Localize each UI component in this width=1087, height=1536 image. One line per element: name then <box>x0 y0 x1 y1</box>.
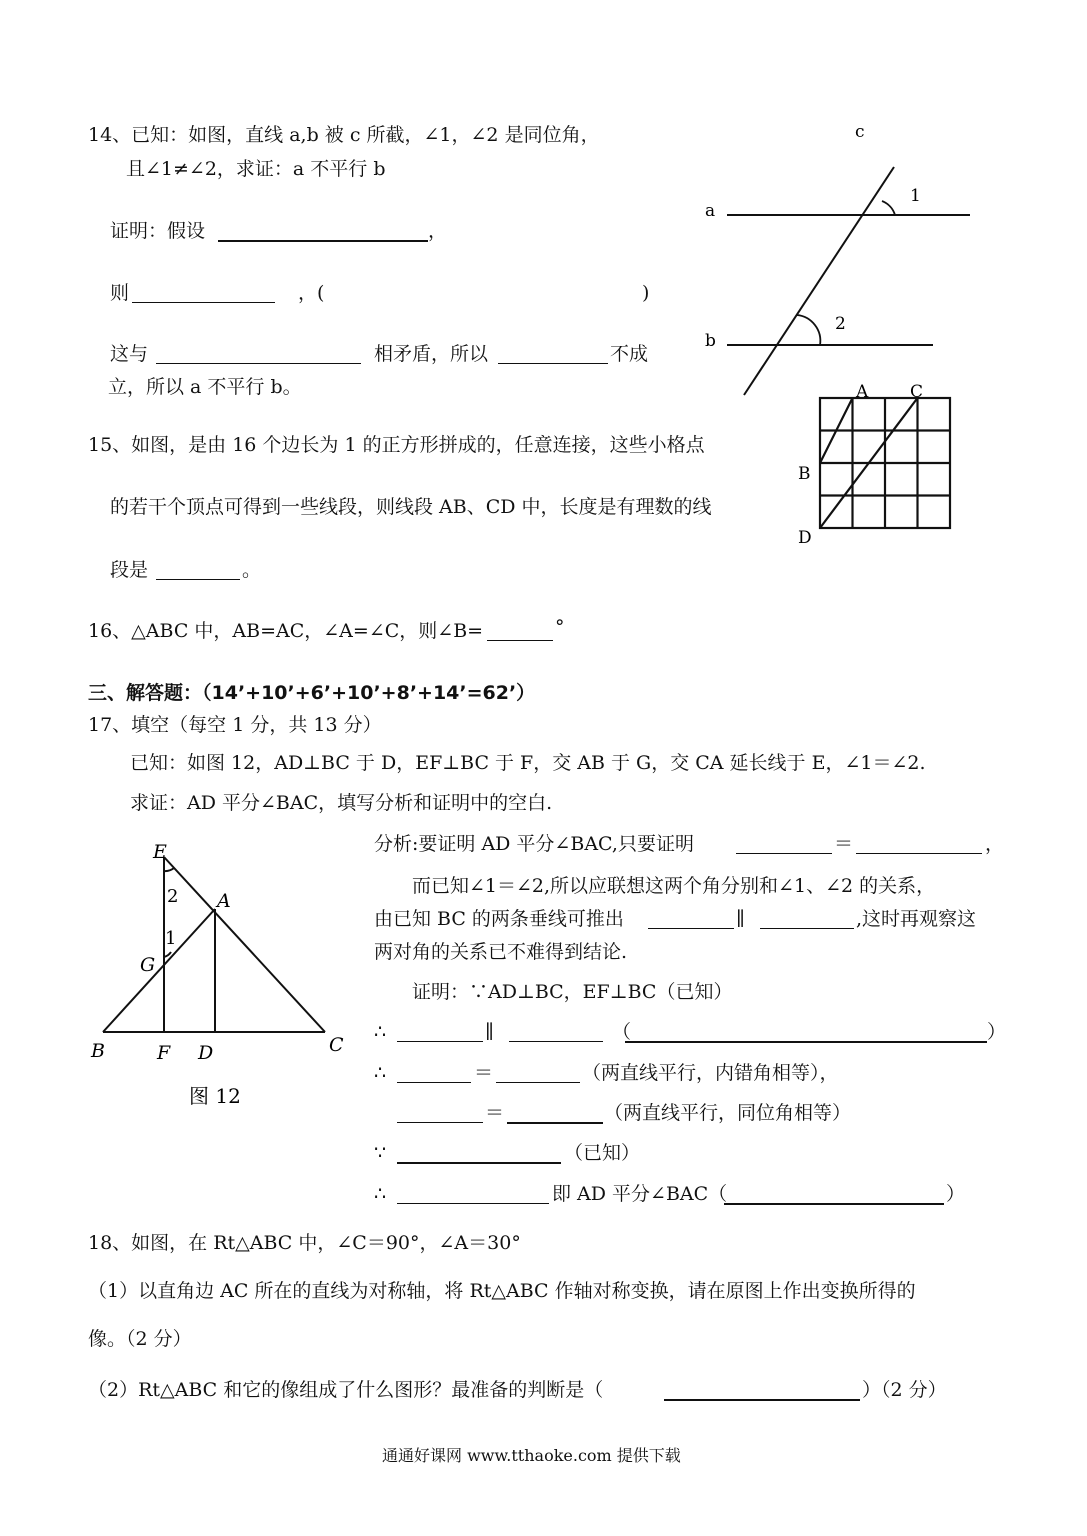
q15-line3-prefix: 段是 <box>110 559 149 581</box>
label-angle1: 1 <box>910 186 921 206</box>
q14-comma: ， <box>428 220 448 242</box>
q14-then-prefix: 则 <box>110 282 130 304</box>
q17-blank-analysis-4[interactable] <box>760 928 854 929</box>
q17-analysis3-parallel: ∥ <box>736 908 745 930</box>
q17-proof-eq-1: ＝ <box>474 1062 494 1084</box>
q14-line1: 14、已知：如图，直线 a,b 被 c 所截，∠1，∠2 是同位角， <box>88 124 600 146</box>
q17-title: 17、填空（每空 1 分，共 13 分） <box>88 714 382 736</box>
q17-therefore-3: ∴ <box>374 1183 387 1205</box>
q18-part1-line1: （1）以直角边 AC 所在的直线为对称轴，将 Rt△ABC 作轴对称变换，请在原图上作出变换所得的 <box>88 1280 916 1302</box>
q17-analysis-prefix: 分析:要证明 AD 平分∠BAC,只要证明 <box>374 833 694 855</box>
segment-BA <box>103 909 215 1032</box>
q17-therefore-1: ∴ <box>374 1021 387 1043</box>
label-E: E <box>153 841 167 863</box>
q14-contradict-mid: 相矛盾，所以 <box>374 343 489 365</box>
q17-proof-parallel: ∥ <box>485 1021 494 1043</box>
figure-caption: 图 12 <box>189 1084 241 1108</box>
q14-blank-assume[interactable] <box>218 240 428 242</box>
q17-blank-proof-1[interactable] <box>397 1041 483 1042</box>
q14-contradict-prefix: 这与 <box>110 343 149 365</box>
q14-line2: 且∠1≠∠2，求证：a 不平行 b <box>126 158 386 180</box>
q17-blank-proof-6[interactable] <box>507 1122 603 1124</box>
q15-grid-figure <box>790 375 970 555</box>
q17-given: 已知：如图 12，AD⊥BC 于 D，EF⊥BC 于 F，交 AB 于 G，交 CA 延长线于 E，∠1＝∠2. <box>130 752 926 774</box>
q17-reason-corr: （两直线平行，同位角相等） <box>604 1102 852 1124</box>
label-B: B <box>91 1040 105 1062</box>
q17-final-mid: 即 AD 平分∠BAC（ <box>552 1183 728 1205</box>
label-D: D <box>198 1042 214 1064</box>
label-G: G <box>140 954 156 976</box>
q17-proof-eq-2: ＝ <box>485 1102 505 1124</box>
q18-line1: 18、如图，在 Rt△ABC 中，∠C＝90°，∠A＝30° <box>88 1232 521 1254</box>
q17-analysis3-suffix: ,这时再观察这 <box>856 908 977 930</box>
line-c <box>744 167 894 395</box>
q14-paren-open: ，( <box>298 282 325 304</box>
q17-blank-analysis-1[interactable] <box>736 853 832 854</box>
q18-part2-suffix: ）（2 分） <box>862 1379 947 1401</box>
label-A: A <box>856 382 869 402</box>
label-B: B <box>798 464 811 484</box>
q16-blank[interactable] <box>487 640 553 641</box>
q15-line1: 15、如图，是由 16 个边长为 1 的正方形拼成的，任意连接，这些小格点 <box>88 434 705 456</box>
q17-because: ∵ <box>374 1142 387 1164</box>
label-angle2: 2 <box>167 886 179 907</box>
q17-blank-analysis-2[interactable] <box>856 853 982 854</box>
label-A: A <box>217 890 231 912</box>
q17-triangle-figure <box>85 835 355 1115</box>
label-angle2: 2 <box>835 314 846 334</box>
q17-blank-proof-8[interactable] <box>397 1203 549 1204</box>
segment-CE <box>164 857 325 1032</box>
q14-conclusion: 立，所以 a 不平行 b。 <box>108 376 302 398</box>
q14-blank-contradict[interactable] <box>156 363 361 364</box>
label-D: D <box>798 528 812 548</box>
angle2-arc <box>164 868 174 871</box>
q18-part1-line2: 像。（2 分） <box>88 1328 192 1350</box>
label-b: b <box>705 331 716 351</box>
q17-proof-close-paren: ） <box>987 1021 1007 1043</box>
q17-blank-proof-3[interactable] <box>397 1082 471 1083</box>
q17-analysis3-prefix: 由已知 BC 的两条垂线可推出 <box>374 908 624 930</box>
q14-blank-invalid[interactable] <box>498 363 608 364</box>
q17-blank-proof-reason-2[interactable] <box>724 1203 944 1205</box>
label-angle1: 1 <box>165 928 177 949</box>
q17-blank-analysis-3[interactable] <box>648 928 734 929</box>
q17-blank-proof-4[interactable] <box>496 1082 580 1083</box>
label-F: F <box>157 1042 171 1064</box>
q17-analysis4: 两对角的关系已不难得到结论. <box>374 941 628 963</box>
q18-blank[interactable] <box>664 1399 860 1401</box>
q17-analysis-eq: ＝ <box>834 833 854 855</box>
q17-analysis-comma: ， <box>985 833 1005 855</box>
q17-prove: 求证：AD 平分∠BAC，填写分析和证明中的空白. <box>130 792 553 814</box>
angle2-arc <box>797 315 820 345</box>
q17-reason-alt: （两直线平行，内错角相等）， <box>582 1062 839 1084</box>
q14-paren-close: ) <box>642 282 650 304</box>
label-c: c <box>855 122 865 142</box>
q17-blank-proof-reason-1[interactable] <box>625 1041 987 1043</box>
angle1-arc <box>882 201 895 215</box>
label-C: C <box>329 1034 344 1056</box>
q16-unit: ° <box>555 616 565 638</box>
q15-blank[interactable] <box>156 579 240 580</box>
q14-blank-then[interactable] <box>132 302 275 303</box>
q17-reason-given: （已知） <box>564 1142 641 1164</box>
q14-contradict-end: 不成 <box>610 343 649 365</box>
q17-final-close-paren: ） <box>946 1183 966 1205</box>
q14-proof-prefix: 证明：假设 <box>110 220 206 242</box>
label-C: C <box>910 382 924 402</box>
q17-proof-start: 证明：∵AD⊥BC，EF⊥BC（已知） <box>412 981 733 1003</box>
q17-blank-proof-2[interactable] <box>509 1041 603 1042</box>
q18-part2-prefix: （2）Rt△ABC 和它的像组成了什么图形？最准备的判断是（ <box>88 1379 604 1401</box>
q17-therefore-2: ∴ <box>374 1062 387 1084</box>
q14-parallel-lines-figure <box>690 115 980 405</box>
q15-line3-suffix: 。 <box>242 559 262 581</box>
footer-text: 通通好课网 www.tthaoke.com 提供下载 <box>382 1446 681 1465</box>
section3-heading: 三、解答题：（14’+10’+6’+10’+8’+14’=62’） <box>88 682 536 704</box>
angle1-arc <box>164 952 171 957</box>
q17-analysis2: 而已知∠1＝∠2,所以应联想这两个角分别和∠1、∠2 的关系， <box>412 875 936 897</box>
q15-line2: 的若干个顶点可得到一些线段，则线段 AB、CD 中，长度是有理数的线 <box>110 496 712 518</box>
label-a: a <box>705 201 716 221</box>
q17-blank-proof-7[interactable] <box>397 1162 561 1164</box>
q16-text: 16、△ABC 中，AB=AC，∠A=∠C，则∠B= <box>88 620 484 642</box>
q17-blank-proof-5[interactable] <box>397 1122 483 1123</box>
q17-proof-open-paren: （ <box>612 1021 632 1043</box>
